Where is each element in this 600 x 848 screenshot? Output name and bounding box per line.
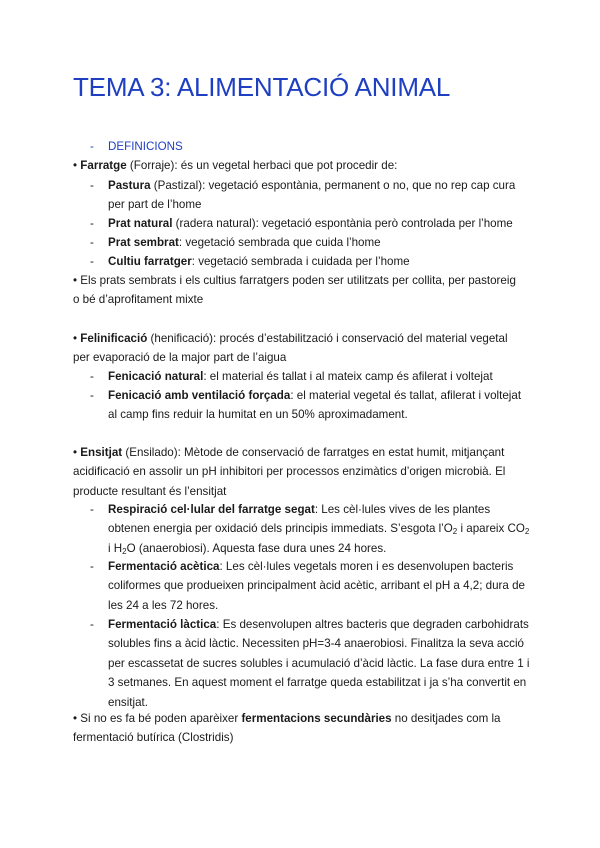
definition-respiracio-part: : Les cèl·lules vives de les plantes obtenen energia per oxidació dels principis immediats. S’esgota l’O <box>108 503 491 536</box>
subscript: 2 <box>524 527 530 537</box>
definition-fenicacio-ventilacio: : el material vegetal és tallat, afilerat i voltejat al camp fins reduir la humitat en un 50% aproximadament. <box>108 389 522 422</box>
term-fermentacio-lactica: Fermentació làctica <box>108 618 217 631</box>
definition-ensitjat: (Ensilado): Mètode de conservació de farratges en estat humit, mitjançant acidificació en assolir un pH inhibitori per processos enzimàtics d’origen microbià. El producte resultant és l’ensitjat <box>73 446 506 498</box>
dash-marker: - <box>90 179 94 192</box>
term-cultiu-farratger: Cultiu farratger <box>108 255 192 268</box>
definition-farratge: (Forraje): és un vegetal herbaci que pot procedir de: <box>126 159 398 172</box>
term-fermentacions-secundaries: fermentacions secundàries <box>241 712 392 725</box>
dash-marker: - <box>90 255 94 268</box>
definition-prat-sembrat: : vegetació sembrada que cuida l’home <box>178 236 381 249</box>
bullet: • <box>73 446 78 459</box>
subscript: 2 <box>122 546 127 556</box>
list-item <box>90 233 525 252</box>
bullet: • <box>73 712 78 725</box>
definition-respiracio-part: i H <box>108 541 123 555</box>
definition-prat-natural: (radera natural): vegetació espontània però controlada per l’home <box>172 217 513 230</box>
term-pastura: Pastura <box>108 179 151 192</box>
definition-fermentacio-acetica: : Les cèl·lules vegetals moren i es desenvolupen bacteris coliformes que produeixen principalment àcid acètic, arribant el pH a 4,2; dura de les 24 a les 72 hores. <box>108 560 525 612</box>
note-prats: Els prats sembrats i els cultius farratgers poden ser utilitzats per collita, per pastoreig o bé d’aprofitament mixte <box>73 274 516 307</box>
definition-respiracio-part: O (anaerobiosi). Aquesta fase dura unes 24 hores. <box>126 541 387 555</box>
term-felinificacio: Felinificació <box>80 332 148 345</box>
list-item <box>90 500 530 558</box>
dash-marker: - <box>90 618 94 631</box>
term-ensitjat: Ensitjat <box>80 446 123 459</box>
list-item <box>90 386 525 425</box>
list-item <box>90 367 525 386</box>
term-prat-sembrat: Prat sembrat <box>108 236 179 249</box>
bullet: • <box>73 159 78 172</box>
page-title: TEMA 3: ALIMENTACIÓ ANIMAL <box>73 72 451 102</box>
term-fenicacio-natural: Fenicació natural <box>108 370 204 383</box>
definition-pastura: (Pastizal): vegetació espontània, permanent o no, que no rep cap cura per part de l’home <box>108 179 516 212</box>
term-prat-natural: Prat natural <box>108 217 173 230</box>
subscript: 2 <box>452 527 458 537</box>
paragraph-felinificacio <box>73 329 523 368</box>
dash-marker: - <box>90 389 94 402</box>
section-heading <box>90 137 183 156</box>
note-part: no desitjades com la fermentació butírica (Clostridis) <box>73 712 501 745</box>
list-item <box>90 176 525 215</box>
term-farratge: Farratge <box>80 159 127 172</box>
dash-marker: - <box>90 503 94 516</box>
dash-marker: - <box>90 140 94 153</box>
paragraph-ensitjat <box>73 443 523 501</box>
paragraph-prats-note <box>73 271 523 310</box>
dash-marker: - <box>90 217 94 230</box>
definition-fermentacio-lactica: : Es desenvolupen altres bacteris que degraden carbohidrats solubles fins a àcid làctic. Necessiten pH=3-4 anaerobiosi. Finalitza la seva acció per escassetat de sucres solubles i acumulació d’àcid làctic. La fase dura entre 1 i 3 setmanes. En aquest moment el farratge queda estabilitzat i ja s’ha convertit en ensitjat. <box>108 618 530 709</box>
term-fenicacio-ventilacio: Fenicació amb ventilació forçada <box>108 389 291 402</box>
list-item <box>90 557 530 615</box>
list-item <box>90 214 525 233</box>
note-part: Si no es fa bé poden aparèixer <box>80 712 242 725</box>
definition-cultiu-farratger: : vegetació sembrada i cuidada per l’home <box>191 255 410 268</box>
term-respiracio-cellular: Respiració cel·lular del farratge segat <box>108 503 315 516</box>
paragraph-fermentacions-secundaries <box>73 709 523 748</box>
dash-marker: - <box>90 560 94 573</box>
list-item <box>90 252 525 271</box>
bullet: • <box>73 332 78 345</box>
paragraph-farratge <box>73 156 523 175</box>
list-item <box>90 615 530 712</box>
term-fermentacio-acetica: Fermentació acètica <box>108 560 220 573</box>
definition-respiracio-part: i apareix CO <box>457 522 525 536</box>
dash-marker: - <box>90 236 94 249</box>
section-heading-label: DEFINICIONS <box>108 140 183 153</box>
bullet: • <box>73 274 78 287</box>
definition-felinificacio: (henificació): procés d’estabilització i conservació del material vegetal per evaporació de la major part de l’aigua <box>73 332 508 365</box>
dash-marker: - <box>90 370 94 383</box>
definition-fenicacio-natural: : el material és tallat i al mateix camp és afilerat i voltejat <box>203 370 493 383</box>
